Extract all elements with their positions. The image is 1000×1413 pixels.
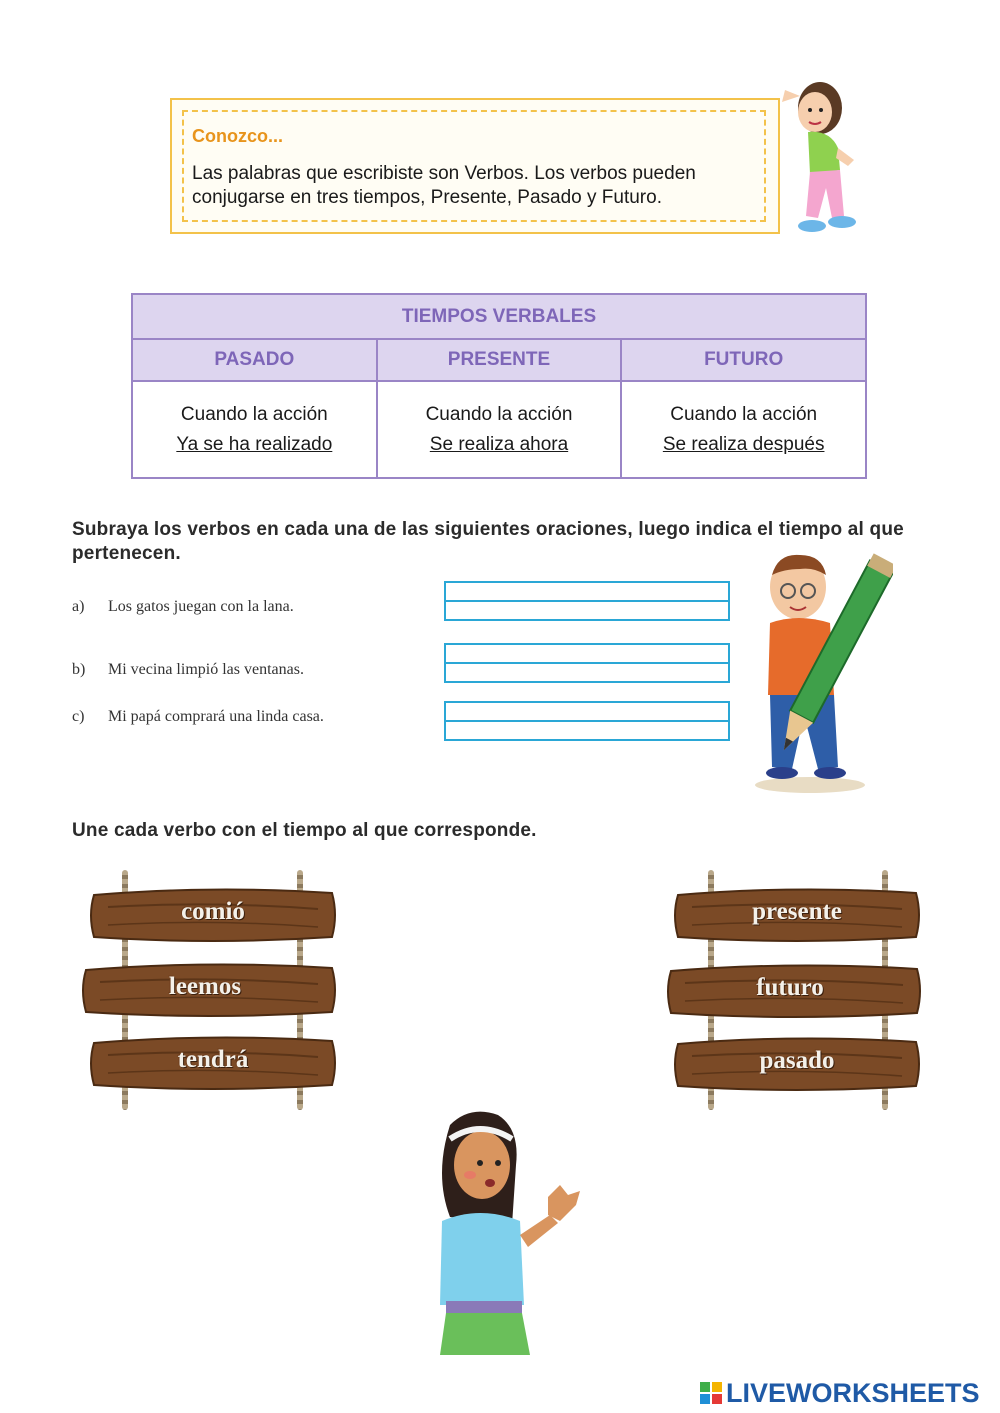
sentence-text: Mi papá comprará una linda casa.: [108, 708, 324, 725]
exercise2-instruction: Une cada verbo con el tiempo al que corresponde.: [72, 820, 537, 841]
cell-definition: Se realiza ahora: [429, 433, 569, 455]
tense-word: presente: [752, 898, 842, 925]
sentence-label: b): [72, 661, 86, 678]
tense-sign-futuro[interactable]: [665, 961, 915, 1019]
sentence-a: [72, 598, 294, 616]
brand-text: LIVEWORKSHEETS: [726, 1378, 980, 1408]
cell-definition: Se realiza después: [662, 433, 825, 455]
answer-field-b[interactable]: [444, 643, 730, 683]
tense-sign-pasado[interactable]: [672, 1034, 922, 1092]
cell-line: Cuando la acción: [425, 403, 573, 425]
verb-word: leemos: [168, 973, 242, 1000]
info-box-title: Conozco...: [192, 126, 283, 146]
column-header-futuro: FUTURO: [621, 339, 866, 381]
verb-tenses-table: [131, 293, 867, 479]
liveworksheets-icon: [700, 1382, 722, 1404]
tense-word: pasado: [759, 1047, 835, 1074]
liveworksheets-logo: [700, 1378, 980, 1409]
boy-with-pencil-illustration: [748, 545, 893, 795]
column-header-presente: PRESENTE: [377, 339, 622, 381]
verb-word: comió: [181, 898, 245, 925]
sentence-b: [72, 661, 304, 679]
answer-field-a[interactable]: [444, 581, 730, 621]
verb-word: tendrá: [177, 1046, 249, 1073]
cell-definition: Ya se ha realizado: [176, 433, 333, 455]
sentence-text: Los gatos juegan con la lana.: [108, 598, 294, 615]
answer-field-c[interactable]: [444, 701, 730, 741]
verb-sign-leemos[interactable]: [80, 960, 330, 1018]
tense-word: futuro: [756, 974, 824, 1001]
exercise1-instruction: Subraya los verbos en cada una de las siguientes oraciones, luego indica el tiempo al que pertenecen.: [72, 519, 904, 564]
column-header-pasado: PASADO: [132, 339, 377, 381]
table-cell-pasado: [132, 381, 377, 478]
tense-sign-presente[interactable]: [672, 885, 922, 943]
info-box-text: Las palabras que escribiste son Verbos. Los verbos pueden conjugarse en tres tiempos, Presente, Pasado y Futuro.: [192, 163, 696, 208]
girl-waving-illustration: [420, 1105, 590, 1360]
sentence-c: [72, 708, 324, 726]
table-cell-futuro: [621, 381, 866, 478]
sentence-text: Mi vecina limpió las ventanas.: [108, 661, 304, 678]
sentence-label: a): [72, 598, 85, 615]
table-cell-presente: [377, 381, 622, 478]
verb-sign-comio[interactable]: [88, 885, 338, 943]
girl-looking-illustration: [760, 78, 860, 246]
verb-sign-tendra[interactable]: [88, 1033, 338, 1091]
cell-line: Cuando la acción: [180, 403, 328, 425]
cell-line: Cuando la acción: [670, 403, 818, 425]
sentence-label: c): [72, 708, 85, 725]
table-title: TIEMPOS VERBALES: [132, 294, 866, 339]
